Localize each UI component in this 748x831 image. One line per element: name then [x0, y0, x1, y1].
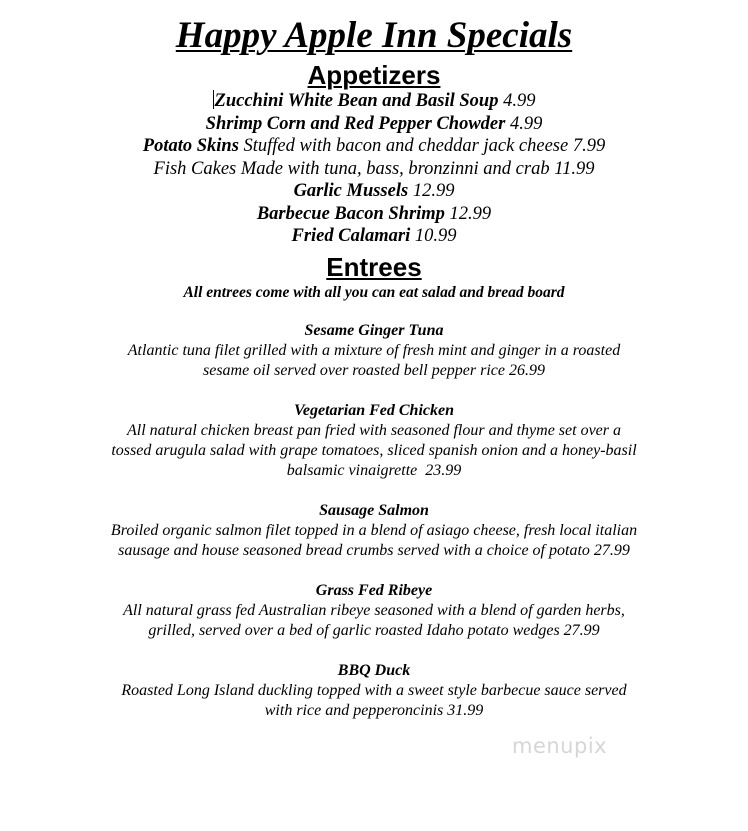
appetizer-price: 12.99: [449, 203, 492, 224]
entree-description-line: All natural chicken breast pan fried with seasoned flour and thyme set over a: [127, 422, 621, 439]
appetizers-heading: Appetizers: [307, 60, 441, 90]
appetizer-price: 4.99: [509, 113, 543, 134]
entrees-heading: Entrees: [326, 252, 422, 282]
appetizer-name: Zucchini White Bean and Basil Soup: [214, 91, 499, 111]
entree-item: [0, 501, 748, 561]
entree-name: Vegetarian Fed Chicken: [293, 402, 454, 419]
entree-description-line: sausage and house seasoned bread crumbs served with a choice of potato 27.99: [118, 542, 630, 559]
entree-name: Sausage Salmon: [319, 502, 429, 519]
entree-description-line: with rice and pepperoncinis 31.99: [264, 702, 484, 719]
entree-description-line: Broiled organic salmon filet topped in a blend of asiago cheese, fresh local italian: [110, 522, 638, 539]
appetizer-name: Fried Calamari: [291, 226, 411, 246]
entree-description-line: Atlantic tuna filet grilled with a mixture of fresh mint and ginger in a roasted: [127, 342, 621, 359]
entree-name: BBQ Duck: [337, 662, 411, 679]
text-cursor: [213, 90, 214, 109]
entree-name: Grass Fed Ribeye: [315, 582, 433, 599]
appetizer-list: [0, 90, 748, 248]
appetizer-description: Stuffed with bacon and cheddar jack cheese: [243, 136, 569, 156]
entree-item: [0, 661, 748, 721]
appetizer-description: Made with tuna, bass, bronzinni and crab: [240, 158, 550, 179]
menu-title: Happy Apple Inn Specials: [175, 15, 573, 56]
appetizer-price: 10.99: [414, 226, 457, 246]
appetizer-name: Garlic Mussels: [293, 181, 409, 201]
entree-description-line: grilled, served over a bed of garlic roasted Idaho potato wedges 27.99: [148, 622, 600, 639]
appetizer-name: Potato Skins: [142, 136, 239, 156]
appetizer-price: 4.99: [503, 91, 536, 111]
entrees-note: All entrees come with all you can eat salad and bread board: [183, 284, 565, 301]
menupix-watermark: menupix: [512, 734, 608, 758]
entree-description-line: Roasted Long Island duckling topped with a sweet style barbecue sauce served: [121, 682, 627, 699]
entree-description-line: tossed arugula salad with grape tomatoes, sliced spanish onion and a honey-basil: [111, 442, 637, 459]
appetizer-price: 7.99: [572, 136, 606, 156]
appetizer-name: Shrimp Corn and Red Pepper Chowder: [205, 113, 506, 134]
appetizer-name: Barbecue Bacon Shrimp: [256, 203, 445, 224]
appetizer-price: 11.99: [554, 158, 595, 179]
appetizer-item: [0, 225, 748, 248]
appetizer-item: [0, 135, 748, 158]
entree-item: [0, 321, 748, 381]
appetizer-item: [0, 203, 748, 226]
appetizer-item: [0, 90, 748, 113]
appetizer-name: Fish Cakes: [153, 158, 237, 179]
appetizer-price: 12.99: [412, 181, 455, 201]
appetizer-item: [0, 180, 748, 203]
appetizer-item: [0, 113, 748, 136]
entree-item: [0, 401, 748, 481]
entree-description-line: balsamic vinaigrette 23.99: [286, 462, 462, 479]
entree-description-line: sesame oil served over roasted bell pepper rice 26.99: [203, 362, 545, 379]
entree-name: Sesame Ginger Tuna: [304, 322, 444, 339]
appetizer-item: [0, 158, 748, 181]
entree-item: [0, 581, 748, 641]
entree-description-line: All natural grass fed Australian ribeye seasoned with a blend of garden herbs,: [123, 602, 625, 619]
